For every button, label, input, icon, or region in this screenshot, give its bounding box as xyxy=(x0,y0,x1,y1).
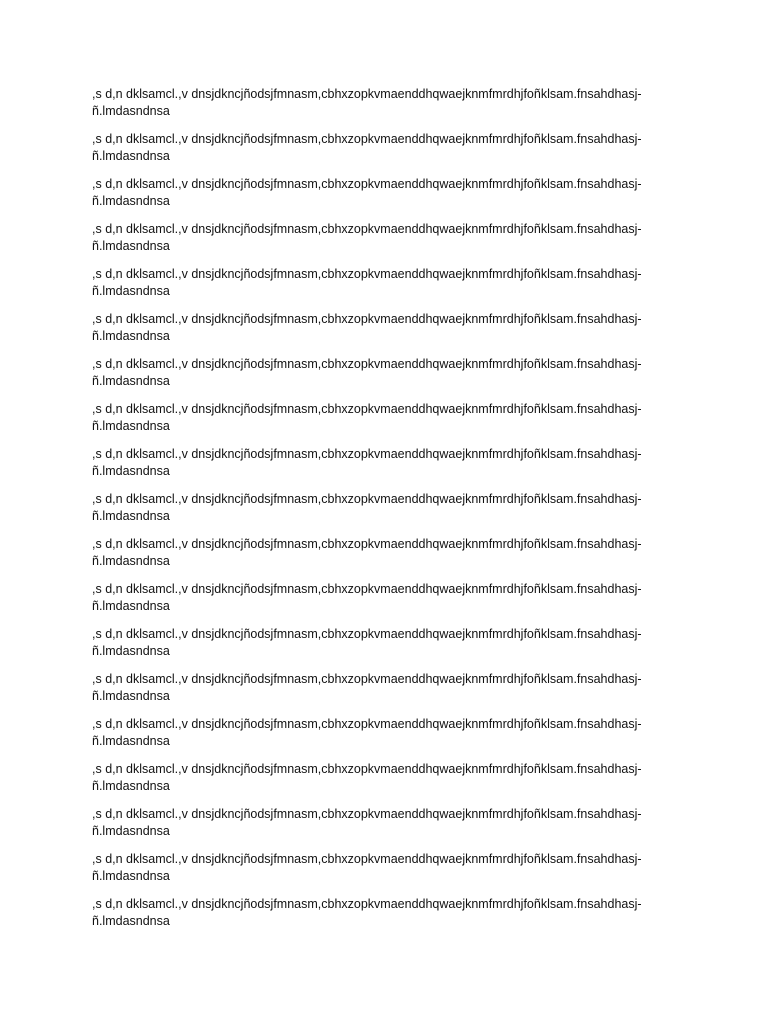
paragraph-line: ñ.lmdasndnsa xyxy=(92,824,170,838)
paragraph-line: ,s d,n dklsamcl.,v dnsjdkncjñodsjfmnasm,cbhxzopkvmaenddhqwaejknmfmrdhjfoñklsam.fnsahdhasj- xyxy=(92,222,642,236)
paragraph xyxy=(92,131,682,165)
document-body xyxy=(92,86,682,941)
paragraph-line: ñ.lmdasndnsa xyxy=(92,329,170,343)
paragraph xyxy=(92,446,682,480)
paragraph-line: ,s d,n dklsamcl.,v dnsjdkncjñodsjfmnasm,cbhxzopkvmaenddhqwaejknmfmrdhjfoñklsam.fnsahdhasj- xyxy=(92,177,642,191)
paragraph xyxy=(92,266,682,300)
paragraph-line: ,s d,n dklsamcl.,v dnsjdkncjñodsjfmnasm,cbhxzopkvmaenddhqwaejknmfmrdhjfoñklsam.fnsahdhasj- xyxy=(92,267,642,281)
paragraph-line: ñ.lmdasndnsa xyxy=(92,599,170,613)
paragraph-line: ñ.lmdasndnsa xyxy=(92,869,170,883)
paragraph-line: ,s d,n dklsamcl.,v dnsjdkncjñodsjfmnasm,cbhxzopkvmaenddhqwaejknmfmrdhjfoñklsam.fnsahdhasj- xyxy=(92,762,642,776)
paragraph-line: ñ.lmdasndnsa xyxy=(92,149,170,163)
paragraph xyxy=(92,761,682,795)
paragraph xyxy=(92,626,682,660)
paragraph xyxy=(92,356,682,390)
paragraph-line: ñ.lmdasndnsa xyxy=(92,194,170,208)
paragraph-line: ñ.lmdasndnsa xyxy=(92,914,170,928)
paragraph-line: ,s d,n dklsamcl.,v dnsjdkncjñodsjfmnasm,cbhxzopkvmaenddhqwaejknmfmrdhjfoñklsam.fnsahdhasj- xyxy=(92,582,642,596)
paragraph xyxy=(92,671,682,705)
paragraph-line: ,s d,n dklsamcl.,v dnsjdkncjñodsjfmnasm,cbhxzopkvmaenddhqwaejknmfmrdhjfoñklsam.fnsahdhasj- xyxy=(92,492,642,506)
paragraph xyxy=(92,491,682,525)
paragraph-line: ,s d,n dklsamcl.,v dnsjdkncjñodsjfmnasm,cbhxzopkvmaenddhqwaejknmfmrdhjfoñklsam.fnsahdhasj- xyxy=(92,717,642,731)
paragraph xyxy=(92,176,682,210)
paragraph xyxy=(92,896,682,930)
paragraph-line: ñ.lmdasndnsa xyxy=(92,419,170,433)
paragraph-line: ñ.lmdasndnsa xyxy=(92,734,170,748)
paragraph-line: ñ.lmdasndnsa xyxy=(92,239,170,253)
paragraph-line: ,s d,n dklsamcl.,v dnsjdkncjñodsjfmnasm,cbhxzopkvmaenddhqwaejknmfmrdhjfoñklsam.fnsahdhasj- xyxy=(92,402,642,416)
paragraph-line: ,s d,n dklsamcl.,v dnsjdkncjñodsjfmnasm,cbhxzopkvmaenddhqwaejknmfmrdhjfoñklsam.fnsahdhasj- xyxy=(92,447,642,461)
paragraph-line: ,s d,n dklsamcl.,v dnsjdkncjñodsjfmnasm,cbhxzopkvmaenddhqwaejknmfmrdhjfoñklsam.fnsahdhasj- xyxy=(92,807,642,821)
paragraph-line: ,s d,n dklsamcl.,v dnsjdkncjñodsjfmnasm,cbhxzopkvmaenddhqwaejknmfmrdhjfoñklsam.fnsahdhasj- xyxy=(92,627,642,641)
paragraph xyxy=(92,401,682,435)
paragraph-line: ñ.lmdasndnsa xyxy=(92,104,170,118)
paragraph xyxy=(92,581,682,615)
paragraph-line: ,s d,n dklsamcl.,v dnsjdkncjñodsjfmnasm,cbhxzopkvmaenddhqwaejknmfmrdhjfoñklsam.fnsahdhasj- xyxy=(92,312,642,326)
paragraph xyxy=(92,86,682,120)
paragraph-line: ñ.lmdasndnsa xyxy=(92,509,170,523)
paragraph-line: ,s d,n dklsamcl.,v dnsjdkncjñodsjfmnasm,cbhxzopkvmaenddhqwaejknmfmrdhjfoñklsam.fnsahdhasj- xyxy=(92,897,642,911)
paragraph-line: ñ.lmdasndnsa xyxy=(92,779,170,793)
paragraph-line: ñ.lmdasndnsa xyxy=(92,644,170,658)
paragraph-line: ñ.lmdasndnsa xyxy=(92,464,170,478)
paragraph-line: ,s d,n dklsamcl.,v dnsjdkncjñodsjfmnasm,cbhxzopkvmaenddhqwaejknmfmrdhjfoñklsam.fnsahdhasj- xyxy=(92,852,642,866)
paragraph-line: ,s d,n dklsamcl.,v dnsjdkncjñodsjfmnasm,cbhxzopkvmaenddhqwaejknmfmrdhjfoñklsam.fnsahdhasj- xyxy=(92,672,642,686)
paragraph xyxy=(92,851,682,885)
paragraph xyxy=(92,716,682,750)
paragraph-line: ,s d,n dklsamcl.,v dnsjdkncjñodsjfmnasm,cbhxzopkvmaenddhqwaejknmfmrdhjfoñklsam.fnsahdhasj- xyxy=(92,357,642,371)
paragraph-line: ,s d,n dklsamcl.,v dnsjdkncjñodsjfmnasm,cbhxzopkvmaenddhqwaejknmfmrdhjfoñklsam.fnsahdhasj- xyxy=(92,537,642,551)
paragraph-line: ñ.lmdasndnsa xyxy=(92,284,170,298)
paragraph xyxy=(92,221,682,255)
paragraph-line: ñ.lmdasndnsa xyxy=(92,689,170,703)
paragraph xyxy=(92,806,682,840)
paragraph-line: ,s d,n dklsamcl.,v dnsjdkncjñodsjfmnasm,cbhxzopkvmaenddhqwaejknmfmrdhjfoñklsam.fnsahdhasj- xyxy=(92,87,642,101)
paragraph-line: ,s d,n dklsamcl.,v dnsjdkncjñodsjfmnasm,cbhxzopkvmaenddhqwaejknmfmrdhjfoñklsam.fnsahdhasj- xyxy=(92,132,642,146)
paragraph xyxy=(92,311,682,345)
paragraph xyxy=(92,536,682,570)
paragraph-line: ñ.lmdasndnsa xyxy=(92,554,170,568)
paragraph-line: ñ.lmdasndnsa xyxy=(92,374,170,388)
